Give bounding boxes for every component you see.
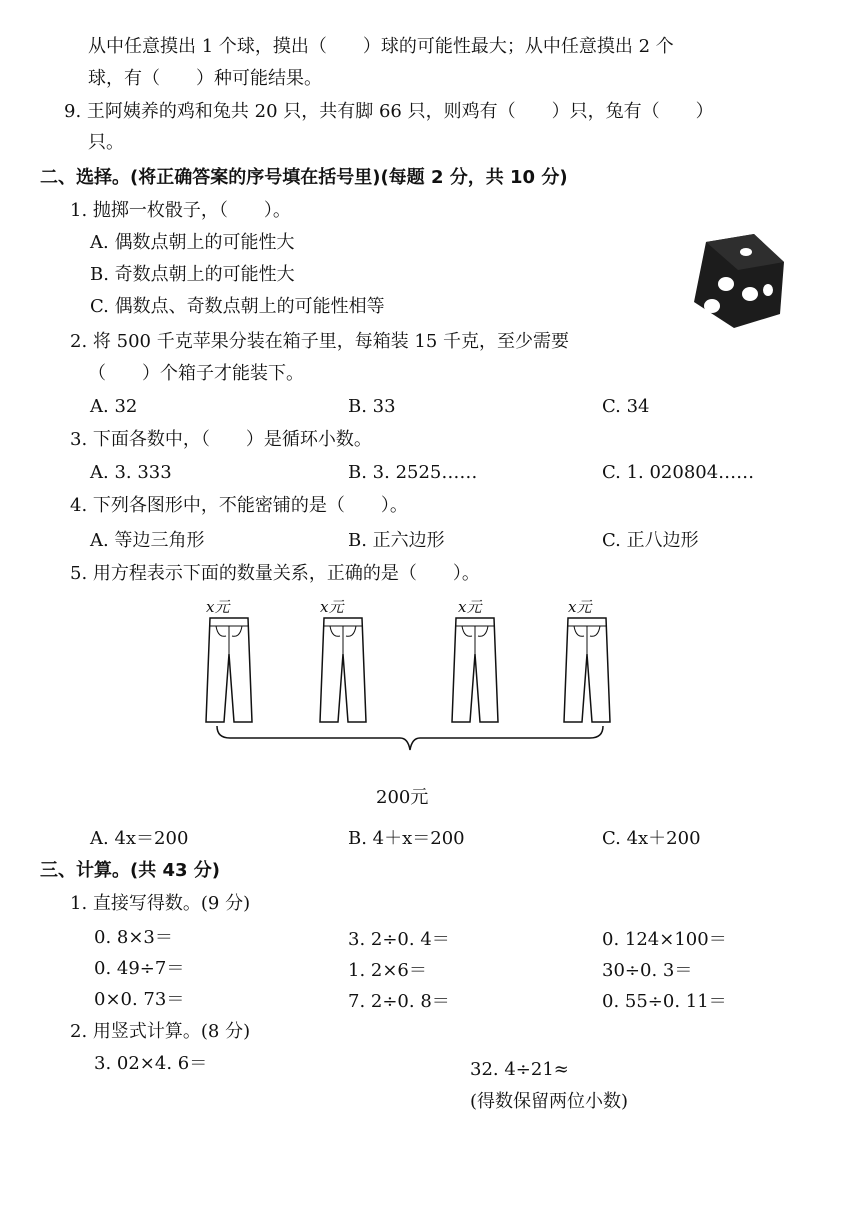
s2-q3-option-c: C. 1. 020804……	[602, 462, 755, 483]
s2-q5-option-c: C. 4x＋200	[602, 828, 701, 849]
s2-q1-option-c: C. 偶数点、奇数点朝上的可能性相等	[90, 296, 385, 317]
mental-calc-item: 3. 2÷0. 4＝	[348, 929, 450, 950]
s2-q4-option-b: B. 正六边形	[348, 530, 445, 551]
mental-calc-item: 0. 55÷0. 11＝	[602, 991, 727, 1012]
s2-q4-option-a: A. 等边三角形	[90, 530, 205, 551]
s2-q2-stem-1: 2. 将 500 千克苹果分装在箱子里，每箱装 15 千克，至少需要	[70, 331, 570, 352]
q9-line-1: 9. 王阿姨养的鸡和兔共 20 只，共有脚 66 只，则鸡有（ ）只，兔有（ ）	[64, 101, 714, 122]
pants-icon-1	[204, 614, 254, 726]
pants-price-label-2: x元	[320, 598, 344, 616]
section-2-heading: 二、选择。(将正确答案的序号填在括号里)(每题 2 分，共 10 分)	[40, 167, 568, 188]
pants-price-label-1: x元	[206, 598, 230, 616]
rounding-note: (得数保留两位小数)	[470, 1091, 629, 1112]
s3-q1-stem: 1. 直接写得数。(9 分)	[70, 893, 251, 914]
mental-calc-item: 0. 49÷7＝	[94, 958, 185, 979]
s2-q1-stem: 1. 抛掷一枚骰子，（ ）。	[70, 200, 291, 221]
s2-q1-option-a: A. 偶数点朝上的可能性大	[90, 232, 295, 253]
s2-q3-option-a: A. 3. 333	[90, 462, 172, 483]
q8-line-2: 球，有（ ）种可能结果。	[88, 68, 322, 89]
pants-figure	[196, 596, 616, 766]
mental-calc-item: 0. 8×3＝	[94, 927, 173, 948]
s2-q2-option-b: B. 33	[348, 396, 396, 417]
s2-q5-option-b: B. 4＋x＝200	[348, 828, 465, 849]
pants-icon-4	[562, 614, 612, 726]
s2-q4-option-c: C. 正八边形	[602, 530, 699, 551]
s2-q1-option-b: B. 奇数点朝上的可能性大	[90, 264, 295, 285]
mental-calc-item: 1. 2×6＝	[348, 960, 427, 981]
pants-price-label-4: x元	[568, 598, 592, 616]
vertical-calc-right: 32. 4÷21≈	[470, 1059, 569, 1080]
s2-q2-option-c: C. 34	[602, 396, 650, 417]
s2-q5-stem: 5. 用方程表示下面的数量关系，正确的是（ ）。	[70, 563, 480, 584]
total-price-label: 200元	[376, 787, 429, 808]
mental-calc-item: 0. 124×100＝	[602, 929, 727, 950]
dice-image	[688, 232, 788, 330]
section-3-heading: 三、计算。(共 43 分)	[40, 860, 221, 881]
s2-q2-stem-2: （ ）个箱子才能装下。	[88, 363, 304, 384]
s2-q3-stem: 3. 下面各数中，（ ）是循环小数。	[70, 429, 372, 450]
s2-q2-option-a: A. 32	[90, 396, 138, 417]
mental-calc-item: 7. 2÷0. 8＝	[348, 991, 450, 1012]
s2-q3-option-b: B. 3. 2525……	[348, 462, 478, 483]
vertical-calc-left: 3. 02×4. 6＝	[94, 1053, 208, 1074]
pants-icon-3	[450, 614, 500, 726]
mental-calc-item: 30÷0. 3＝	[602, 960, 693, 981]
q9-line-2: 只。	[88, 132, 124, 153]
pants-price-label-3: x元	[458, 598, 482, 616]
s2-q5-option-a: A. 4x＝200	[90, 828, 189, 849]
mental-calc-item: 0×0. 73＝	[94, 989, 185, 1010]
s3-q2-stem: 2. 用竖式计算。(8 分)	[70, 1021, 251, 1042]
s2-q4-stem: 4. 下列各图形中，不能密铺的是（ ）。	[70, 495, 408, 516]
pants-icon-2	[318, 614, 368, 726]
total-brace	[216, 722, 604, 762]
q8-line-1: 从中任意摸出 1 个球，摸出（ ）球的可能性最大；从中任意摸出 2 个	[88, 36, 674, 57]
